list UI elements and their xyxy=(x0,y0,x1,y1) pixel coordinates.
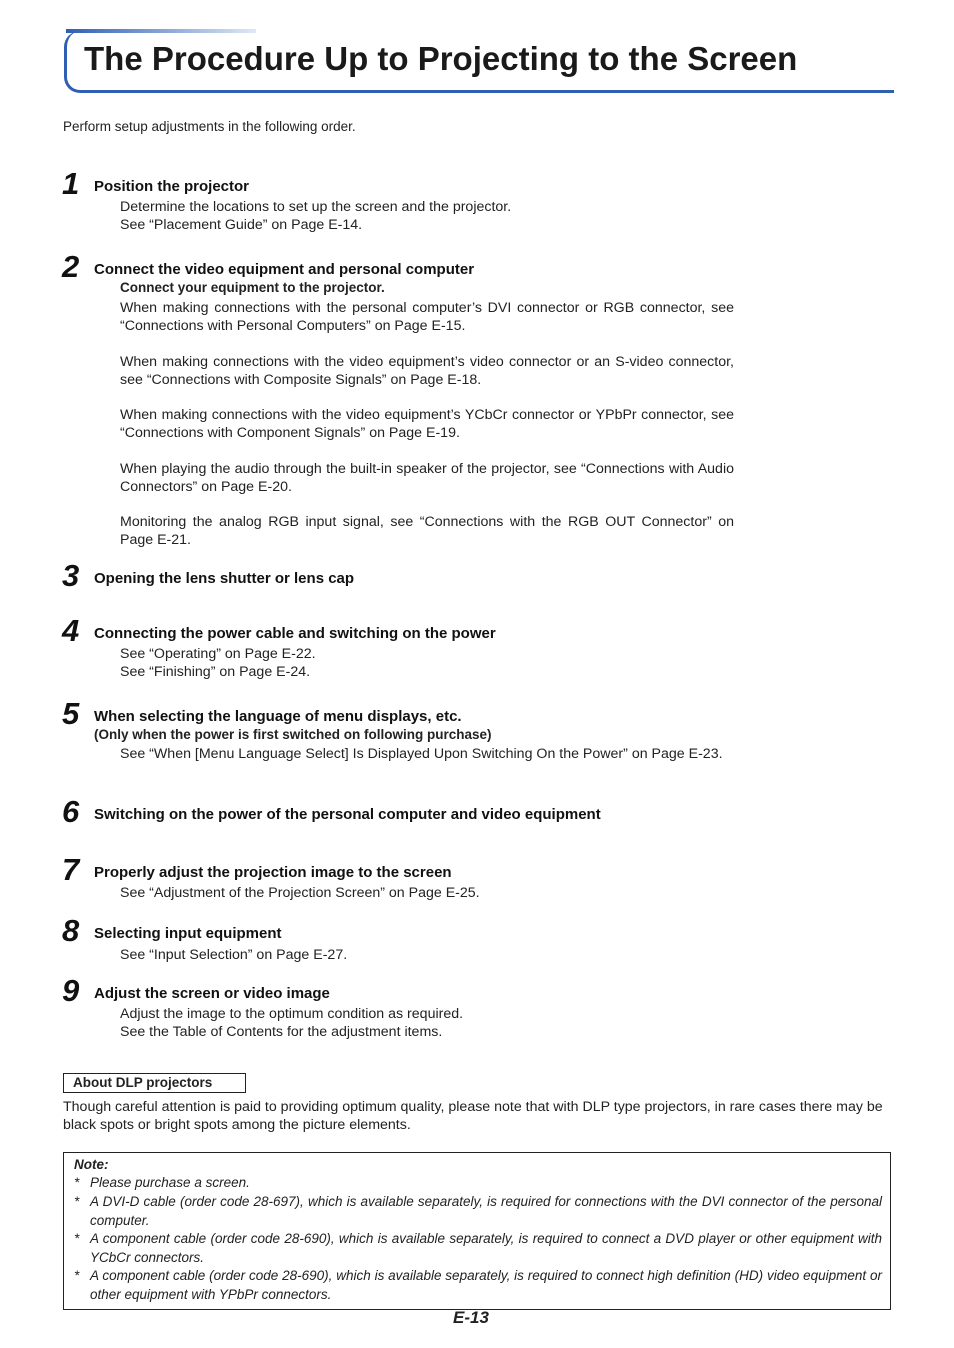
dlp-text: Though careful attention is paid to providing optimum quality, please note that with DLP type projectors, in rare cases there may be black spots or bright spots among the picture elements. xyxy=(63,1099,883,1133)
step-subtitle: Connect your equipment to the projector. xyxy=(120,280,385,295)
step-paragraph: When making connections with the video equipment’s YCbCr connector or YPbPr connector, see “Connections with Component Signals” on Page E-19. xyxy=(120,407,734,441)
note-item xyxy=(74,1193,882,1230)
note-text: A component cable (order code 28-690), which is available separately, is required to connect a DVD player or other equipment with YCbCr connectors. xyxy=(90,1231,882,1265)
note-text: Please purchase a screen. xyxy=(90,1175,250,1190)
step-title: Switching on the power of the personal computer and video equipment xyxy=(94,806,601,823)
step-number: 2 xyxy=(62,249,80,284)
step-title: Opening the lens shutter or lens cap xyxy=(94,570,355,587)
step-subtitle: (Only when the power is first switched on following purchase) xyxy=(94,727,492,742)
step-body xyxy=(120,299,734,549)
step-body xyxy=(120,1005,734,1041)
step-line: See “Placement Guide” on Page E-14. xyxy=(120,217,363,233)
step-line: See the Table of Contents for the adjustment items. xyxy=(120,1024,443,1040)
note-text: A DVI-D cable (order code 28-697), which is available separately, is required for connections with the DVI connector of the personal computer. xyxy=(90,1194,882,1228)
page-number: E-13 xyxy=(453,1308,489,1327)
note-bullet: * xyxy=(74,1231,80,1246)
step-paragraph: When playing the audio through the built-in speaker of the projector, see “Connections with Audio Connectors” on Page E-20. xyxy=(120,460,734,495)
step-number: 3 xyxy=(62,558,80,593)
step-title: Adjust the screen or video image xyxy=(94,985,330,1002)
intro-text: Perform setup adjustments in the following order. xyxy=(63,119,356,134)
page-title: The Procedure Up to Projecting to the Screen xyxy=(84,40,798,77)
step-body xyxy=(120,745,760,763)
step-number: 9 xyxy=(62,973,80,1008)
step-title: Properly adjust the projection image to the screen xyxy=(94,864,452,881)
step-body xyxy=(120,198,734,234)
step-number: 7 xyxy=(62,852,80,887)
note-bullet: * xyxy=(74,1194,80,1209)
step-line: See “Input Selection” on Page E-27. xyxy=(120,947,348,963)
note-label: Note: xyxy=(74,1157,109,1172)
step-line: See “Operating” on Page E-22. xyxy=(120,646,316,662)
step-line: Adjust the image to the optimum condition as required. xyxy=(120,1006,464,1022)
note-item xyxy=(74,1230,882,1267)
step-paragraph: When making connections with the video equipment’s video connector or an S-video connector, see “Connections with Composite Signals” on Page E-18. xyxy=(120,353,734,388)
step-body xyxy=(120,946,734,964)
step-title: Selecting input equipment xyxy=(94,925,282,942)
step-line: Determine the locations to set up the screen and the projector. xyxy=(120,199,512,215)
step-title: Connecting the power cable and switching on the power xyxy=(94,625,496,642)
note-bullet: * xyxy=(74,1175,80,1190)
note-box xyxy=(63,1152,891,1310)
note-text: A component cable (order code 28-690), which is available separately, is required to connect high definition (HD) video equipment or other equipment with YPbPr connectors. xyxy=(90,1268,882,1302)
step-number: 5 xyxy=(62,696,80,731)
step-number: 4 xyxy=(62,613,80,648)
step-body xyxy=(120,884,734,902)
step-title: When selecting the language of menu displays, etc. xyxy=(94,708,462,725)
step-paragraph: When making connections with the personal computer’s DVI connector or RGB connector, see “Connections with Personal Computers” on Page E-15. xyxy=(120,300,734,334)
step-line: See “When [Menu Language Select] Is Displayed Upon Switching On the Power” on Page E-23. xyxy=(120,746,723,762)
step-paragraph: Monitoring the analog RGB input signal, see “Connections with the RGB OUT Connector” on Page E-21. xyxy=(120,514,734,548)
step-title: Connect the video equipment and personal computer xyxy=(94,261,475,278)
step-line: See “Adjustment of the Projection Screen” on Page E-25. xyxy=(120,885,480,901)
step-body xyxy=(120,645,734,681)
step-line: See “Finishing” on Page E-24. xyxy=(120,664,311,680)
step-number: 8 xyxy=(62,913,80,948)
note-item xyxy=(74,1174,882,1193)
step-number: 6 xyxy=(62,794,80,829)
step-title: Position the projector xyxy=(94,178,250,195)
step-number: 1 xyxy=(62,166,80,201)
note-item xyxy=(74,1267,882,1304)
dlp-heading: About DLP projectors xyxy=(63,1073,246,1093)
note-bullet: * xyxy=(74,1268,80,1283)
